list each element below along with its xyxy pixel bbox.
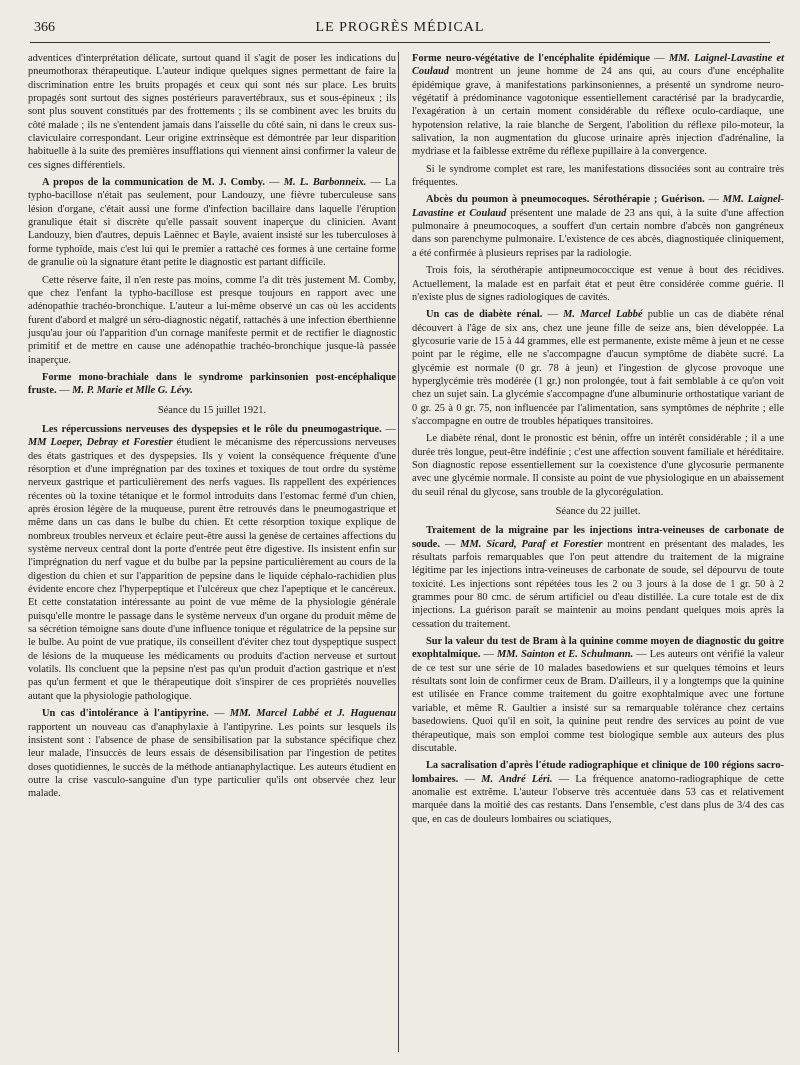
article-heading: Traitement de la migraine par les injections intra-veineuses de carbonate de soude. [412,525,784,550]
article-body: montrent en présentant des malades, les résultats parfois remarquables que l'on peut attendre du traitement de la migraine légitime par les injections intra-veineuses de carbonate de soude, sel dépourvu de toute toxicité. Les injections sont répétées tous les 2 ou 3 jours à la dose de 1 gr. 50 à 2 grammes pour 80 cmc. de sérum artificiel ou d'eau distillée. La cure totale est de dix injections. La guérison paraît se maintenir au moins pendant quelques mois après la cessation du traitement. [412,538,784,630]
article-body: — Les auteurs ont vérifié la valeur de ce test sur une série de 10 malades basedowiens et sur quelques témoins et leurs résultats sont loin de confirmer ceux de Bram. D'ailleurs, il y a longtemps que la quinine est utilisée en France comme traitement du goitre exophtalmique avec une fortune variable, et même R. Gaultier a insisté sur sa remarquable tolérance chez certains basedowiens. Quoi qu'il en soit, la quinine peut rendre des services au point de vue thérapeutique, mais son emploi comme test biologique semble aux auteurs des plus discutable. [412,649,785,754]
left-column [28,52,396,805]
right-column [412,52,784,830]
article-sacralisation: La sacralisation d'après l'étude radiographique et clinique de 100 régions sacro-lombaires. — M. André Léri. — La fréquence anatomo-radiographique de cette anomalie est extrême. L'auteur l'observe très accentuée dans 53 cas et relativement marquée dans la moitié des cas restants. Dans l'ensemble, c'est dans plus de 3/4 des cas que, en cas de douleurs lombaires ou sciatiques, [412,760,784,825]
article-heading: Abcès du poumon à pneumocoques. Sérothérapie ; Guérison. [426,194,705,206]
paragraph: Si le syndrome complet est rare, les manifestations dissociées sont au contraire très fréquentes. [412,163,784,189]
journal-title: LE PROGRÈS MÉDICAL [315,20,485,35]
article-body: — La typho-bacillose n'était pas seulement, pour Landouzy, une fièvre tuberculeuse sans lésion d'organe, c'était aussi une forme d'infection bacillaire dans laquelle l'éruption granulique était si discrète qu'elle passait souvent inaperçue du clinicien. Avant Landouzy, bien d'autres, depuis Laënnec et Bayle, avaient insisté sur les tuberculoses à forme typhoïde, mais c'est lui qui le premier a rattaché ces formes à une certaine forme de granulie où la signature étant petite le diagnostic est partant difficile. [28,177,396,269]
article-heading: Un cas de diabète rénal. [426,309,543,321]
article-author: MM. Laignel-Lavastine et Coulaud [412,194,784,219]
article-author: M. Marcel Labbé [563,309,643,321]
article-heading: Les répercussions nerveuses des dyspepsies et le rôle du pneumogastrique. [42,423,382,435]
article-parkinson: Forme mono-brachiale dans le syndrome parkinsonien post-encéphalique fruste. — M. P. Marie et Mlle G. Lévy. [28,371,396,397]
article-body: publie un cas de diabète rénal découvert à l'âge de six ans, chez une jeune fille de seize ans, bien développée. La glycosurie varie de 15 à 44 grammes, elle est permanente, existe même à jeun et ne cesse point par le régime, elle ne s'accompagne d'aucun symptôme de diabète sucré. La glycémie est normale (0 gr. 78 à jeun) et l'ingestion de glycose provoque une hyperglycémie très modérée (1 gr.) non prolongée, tout à fait semblable à ce qu'on voit chez un sujet sain. La glycémie s'accompagne d'une albuminurie orthostatique variant de 0 gr. 25 à 0 gr. 75, non influencée par l'alimentation, sans symptômes de néphrite ; elle s'accompagne en outre de troubles hépatiques transitoires. [412,309,785,427]
article-author: MM. Sainton et E. Schulmann. [496,649,634,661]
article-bram: Sur la valeur du test de Bram à la quinine comme moyen de diagnostic du goitre exophtalmique. — MM. Sainton et E. Schulmann. — Les auteurs ont vérifié la valeur de ce test sur une série de 10 malades basedowiens et sur quelques témoins et leurs résultats sont loin de confirmer ceux de Bram. D'ailleurs, il y a longtemps que la quinine est utilisée en France comme traitement du goitre exophtalmique avec une fortune variable, et même R. Gaultier a insisté sur sa remarquable tolérance chez certains basedowiens. Quoi qu'il en soit, la quinine peut rendre des services au point de vue thérapeutique, mais son emploi comme test biologique semble aux auteurs des plus discutable. [412,636,785,754]
article-body: présentent une malade de 23 ans qui, à la suite d'une affection pulmonaire à pneumocoques, a souffert d'un certain nombre d'abcès non gangréneux dans son parenchyme pulmonaire. L'existence de ces abcès, diagnostiquée cliniquement, a été confirmée à plusieurs reprises par la radiologie. [412,207,784,259]
article-heading: Forme neuro-végétative de l'encéphalite épidémique [412,53,650,64]
article-comby: A propos de la communication de M. J. Comby. — M. L. Barbonneix. — La typho-bacillose n'était pas seulement, pour Landouzy, une fièvre tuberculeuse sans lésion d'organe, c'était aussi une forme d'infection bacillaire dans laquelle l'éruption granulique était si discrète qu'elle passait souvent inaperçue du clinicien. Avant Landouzy, bien d'autres, depuis Laënnec et Bayle, avaient insisté sur les tuberculoses à forme typhoïde, mais c'est lui qui le premier a rattaché ces formes à une certaine forme de granulie où la signature étant petite le diagnostic est partant difficile. [28,177,396,269]
article-abces: Abcès du poumon à pneumocoques. Sérothérapie ; Guérison. — MM. Laignel-Lavastine et Coulaud présentent une malade de 23 ans qui, à la suite d'une affection pulmonaire à pneumocoques, a souffert d'un certain nombre d'abcès non gangréneux dans son parenchyme pulmonaire. L'existence de ces abcès, diagnostiquée cliniquement, a été confirmée à plusieurs reprises par la radiologie. [412,194,784,259]
article-author: MM. Laignel-Lavastine et Coulaud [412,53,784,78]
article-heading: A propos de la communication de M. J. Comby. [42,177,265,189]
article-author: M. P. Marie et Mlle G. Lévy. [72,385,193,397]
page-number: 366 [34,20,55,35]
session-heading: Séance du 22 juillet. [555,506,641,517]
page-header [30,18,770,40]
article-author: M. André Léri. [481,773,553,785]
article-migraine: Traitement de la migraine par les injections intra-veineuses de carbonate de soude. — MM. Sicard, Paraf et Forestier montrent en présentant des malades, les résultats parfois remarquables que l'on peut attendre du traitement de la migraine légitime par les injections intra-veineuses de carbonate de soude, sel dépourvu de toute toxicité. Les injections sont répétées tous les 2 ou 3 jours à la dose de 1 gr. 50 à 2 grammes pour 80 cmc. de sérum artificiel ou d'eau distillée. La cure totale est de dix injections. La guérison paraît se maintenir au moins pendant quelques mois après la cessation du traitement. [412,525,784,630]
article-heading: Forme mono-brachiale dans le syndrome parkinsonien post-encéphalique fruste. [28,371,396,397]
header-rule [30,42,770,43]
article-body: — La fréquence anatomo-radiographique de cette anomalie est extrême. L'auteur l'observe très accentuée dans 53 cas et relativement marquée dans la moitié des cas restants. Dans l'ensemble, c'est dans plus de 3/4 des cas que, en cas de douleurs lombaires ou sciatiques, [412,773,784,825]
article-author: MM Loeper, Debray et Forestier [28,437,173,449]
article-dyspepsies: Les répercussions nerveuses des dyspepsies et le rôle du pneumogastrique. — MM Loeper, Debray et Forestier étudient le mécanisme des répercussions nerveuses des états gastriques et des dyspepsies. Ils y voient la conséquence fréquente d'une résorption et d'une imprégnation par des toxines et toxiques de tout ordre du système nerveux gastrique et particulièrement des nerfs vagues. Ils rappellent des expériences récentes où la toxine tétanique et le formol introduits dans l'estomac fermé d'un chien, après érosion légère de la muqueuse, purent être retrouvés dans le pneumogastrique et même dans un cas dans le bulbe du chien. Et cette résorption toxique explique de nombreux troubles nerveux et éclaire peut-être aussi la genèse de certaines affections du système nerveux central dont la porte d'entrée peut être digestive. Ils insistent enfin sur l'imprégnation du nerf vague et du bulbe par la pepsine particulièrement au cours de la digestion du chien et sur l'apparition de pepsine dans le liquide céphalo-rachidien plus évidente encore chez l'hyperpeptique et l'ulcéreux que chez l'apeptique et le cancéreux. Et cette constatation intéressante au point de vue même de la physiologie générale puisqu'elle montre le passage dans le système nerveux d'un organe du produit même de sa sécrétion témoigne sans doute d'une influence tonique et régulatrice de la pepsine sur le bulbe. Au point de vue pratique, ils conseillent d'éviter chez tout dyspeptique suspect de lésions de la muqueuse les médicaments ou produits d'action nerveuse et surtout volatils. Ils concluent que la pepsine n'est pas qu'un produit d'action gastrique et n'est pas qu'un ferment et que le thérapeutique doit s'inspirer de ces propriétés nouvelles autant que la physiologie pathologique. [28,423,397,702]
article-author: M. L. Barbonneix. [283,177,367,189]
article-heading: Sur la valeur du test de Bram à la quinine comme moyen de diagnostic du goitre exophtalmique. [412,636,784,661]
article-body: étudient le mécanisme des répercussions nerveuses des états gastriques et des dyspepsies. Ils y voient la conséquence fréquente d'une résorption et d'une imprégnation par des toxines et toxiques de tout ordre du système nerveux gastrique et particulièrement des nerfs vagues. Ils rappellent des expériences récentes où la toxine tétanique et le formol introduits dans l'estomac fermé d'un chien, après érosion légère de la muqueuse, purent être retrouvés dans le pneumogastrique et même dans un cas dans le bulbe du chien. Et cette résorption toxique explique de nombreux troubles nerveux et éclaire peut-être aussi la genèse de certaines affections du système nerveux central dont la porte d'entrée peut être digestive. Ils insistent enfin sur l'imprégnation du nerf vague et du bulbe par la pepsine particulièrement au cours de la digestion du chien et sur l'apparition de pepsine dans le liquide céphalo-rachidien plus évidente encore chez l'hyperpeptique et l'ulcéreux que chez l'apeptique et le cancéreux. Et cette constatation intéressante au point de vue même de la physiologie générale puisqu'elle montre le passage dans le système nerveux d'un organe du produit même de sa sécrétion témoigne sans doute d'une influence tonique et régulatrice de la pepsine sur le bulbe. Au point de vue pratique, ils conseillent d'éviter chez tout dyspeptique suspect de lésions de la muqueuse les médicaments ou produits d'action nerveuse et surtout volatils. Ils concluent que la pepsine n'est pas qu'un produit d'action gastrique et n'est pas qu'un ferment et que le thérapeutique doit s'inspirer de ces propriétés nouvelles autant que la physiologie pathologique. [28,437,397,702]
article-body: rapportent un nouveau cas d'anaphylaxie à l'antipyrine. Les points sur lesquels ils insistent sont : l'absence de phase de sensibilisation par la substance spécifique chez leur malade, l'insuccès de leurs essais de désensibilisation par l'ingestion de petites doses quotidiennes, le succès de la méthode antianaphylactique. Les auteurs étudient en outre la crise vasculo-sanguine d'un type particulier qu'ils ont observée chez leur malade. [28,721,396,800]
column-divider [398,52,399,1052]
paragraph: Trois fois, la sérothérapie antipneumococcique est venue à bout des récidives. Actuellement, la malade est en parfait état et peut être considérée comme guérie. Il n'existe plus de signes radiologiques de cavités. [412,265,784,303]
session-heading: Séance du 15 juillet 1921. [157,404,267,416]
article-body: montrent un jeune homme de 24 ans qui, au cours d'une encéphalite épidémique grave, à manifestations parkinsoniennes, a présenté un syndrome neuro-végétatif à prédominance vagotonique essentiellement caractérisé par la bradycardie, l'exagération à un certain moment considérable du réflexe oculo-cardiaque, une hypotension relative, la raie blanche de Sergent, l'abolition du réflexe pilo-moteur, la salivation, la non augmentation du glucose urinaire après injection d'adrénaline, la mydriase et la faiblesse extrême du réflexe pupillaire à la convergence. [412,66,784,158]
article-diabete: Un cas de diabète rénal. — M. Marcel Labbé publie un cas de diabète rénal découvert à l'âge de six ans, chez une jeune fille de seize ans, bien développée. La glycosurie varie de 15 à 44 grammes, elle est permanente, existe même à jeun et ne cesse point par le régime, elle ne s'accompagne d'aucun symptôme de diabète sucré. La glycémie est normale (0 gr. 78 à jeun) et l'ingestion de glycose provoque une hyperglycémie très modérée (1 gr.) non prolongée, tout à fait semblable à ce qu'on voit chez un sujet sain. La glycémie s'accompagne d'une albuminurie orthostatique variant de 0 gr. 25 à 0 gr. 75, non influencée par l'alimentation, sans symptômes de néphrite ; elle s'accompagne en outre de troubles hépatiques transitoires. [412,309,785,427]
article-author: MM. Sicard, Paraf et Forestier [460,538,603,550]
article-author: MM. Marcel Labbé et J. Haguenau [229,708,396,720]
paragraph: Le diabète rénal, dont le pronostic est bénin, offre un intérêt considérable ; il a une durée très longue, peut-être indéfinie ; c'est une affection souvent familiale et héréditaire. Son diagnostic repose essentiellement sur la coexistence d'une glycosurie permanente avec une glycémie normale. Il consiste au point de vue physiologique en un abaissement du seuil rénal du glycose, sans trouble de la glycorégulation. [412,433,784,498]
article-heading: La sacralisation d'après l'étude radiographique et clinique de 100 régions sacro-lombaires. [412,760,784,785]
paragraph: adventices d'interprétation délicate, surtout quand il s'agit de poser les indications du pneumothorax thérapeutique. L'auteur indique quelques signes permettant de faire la discrimination entre les bruits propagés et ceux qui sont nés sur place. Les bruits propagés sont surtout des signes postérieurs paravertébraux, sus et sous-épineux ; ils sont plus souvent constitués par des frottements ; ils se combinent avec les bruits du côté malade ; ils ne s'entendent jamais dans l'aisselle du côté sain, ni dans le creux sus-claviculaire correspondant. Leur origine extrinsèque est démontrée par leur disparition habituelle à la suite des premières insufflations qui viennent ainsi confirmer la valeur de ces signes différentiels. [28,53,396,171]
article-heading: Un cas d'intolérance à l'antipyrine. [42,708,209,720]
article-encephalite: Forme neuro-végétative de l'encéphalite épidémique — MM. Laignel-Lavastine et Coulaud montrent un jeune homme de 24 ans qui, au cours d'une encéphalite épidémique grave, à manifestations parkinsoniennes, a présenté un syndrome neuro-végétatif à prédominance vagotonique essentiellement caractérisé par la bradycardie, l'exagération à un certain moment considérable du réflexe oculo-cardiaque, une hypotension relative, la raie blanche de Sergent, l'abolition du réflexe pilo-moteur, la salivation, la non augmentation du glucose urinaire après injection d'adrénaline, la mydriase et la faiblesse extrême du réflexe pupillaire à la convergence. [412,53,784,158]
paragraph: Cette réserve faite, il n'en reste pas moins, comme l'a dit très justement M. Comby, que chez l'enfant la typho-bacillose est presque toujours en rapport avec une adénopathie trachéo-bronchique. L'auteur a lui-même observé un cas où les accidents furent d'abord et malgré un séro-diagnostic négatif, rattachés à une infection éberthienne jusqu'au jour où l'apparition d'un cornage manifeste permit et de rectifier le diagnostic primitif et de mettre en cause une adénopathie trachéo-bronchique jusque-là passée inaperçue. [28,274,396,366]
article-antipyrine: Un cas d'intolérance à l'antipyrine. — MM. Marcel Labbé et J. Haguenau rapportent un nouveau cas d'anaphylaxie à l'antipyrine. Les points sur lesquels ils insistent sont : l'absence de phase de sensibilisation par la substance spécifique chez leur malade, l'insuccès de leurs essais de désensibilisation par l'ingestion de petites doses quotidiennes, le succès de la méthode antianaphylactique. Les auteurs étudient en outre la crise vasculo-sanguine d'un type particulier qu'ils ont observée chez leur malade. [28,708,396,800]
